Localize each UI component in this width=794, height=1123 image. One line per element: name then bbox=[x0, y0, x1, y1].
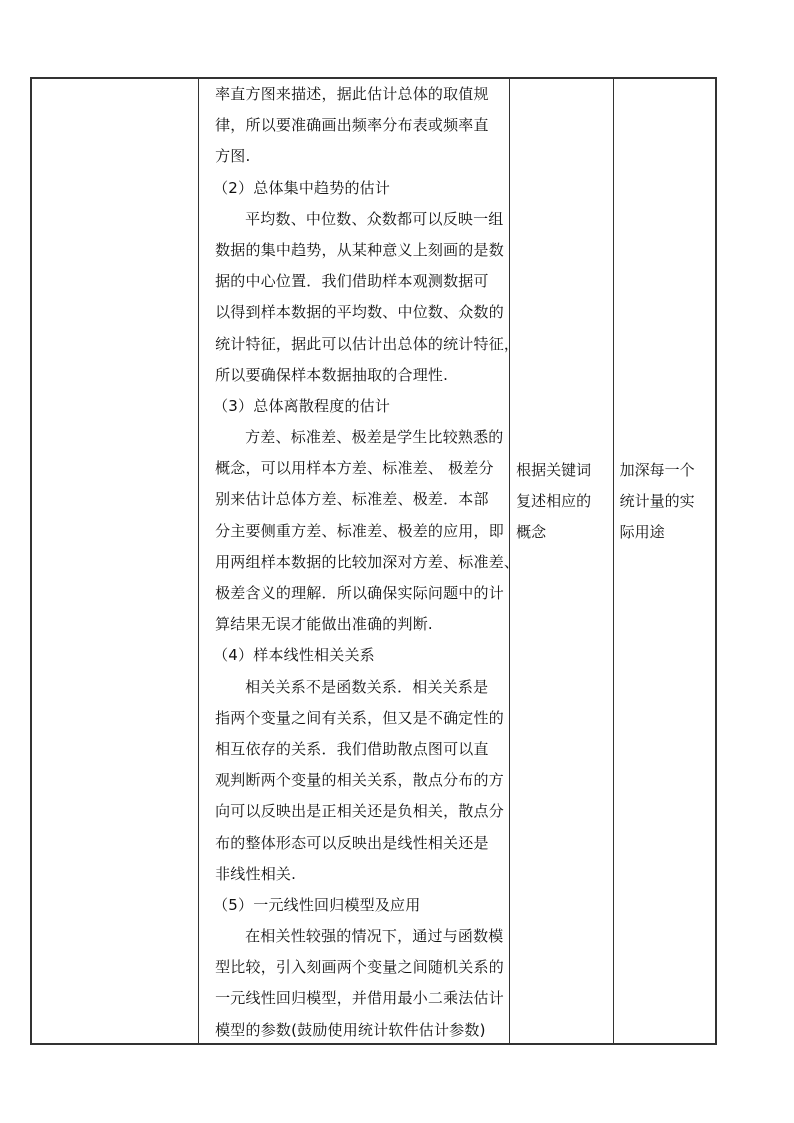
paragraph-line: 以得到样本数据的平均数、中位数、众数的 bbox=[215, 303, 504, 322]
col3-line: 概念 bbox=[516, 523, 547, 542]
paragraph-line: 统计特征，据此可以估计出总体的统计特征， bbox=[215, 334, 520, 353]
paragraph-line: 方差、标准差、极差是学生比较熟悉的 bbox=[245, 428, 504, 447]
paragraph-line: 观判断两个变量的相关关系，散点分布的方 bbox=[215, 771, 504, 790]
paragraph-line: 方图. bbox=[215, 147, 251, 166]
paragraph-line: 模型的参数(鼓励使用统计软件估计参数) bbox=[215, 1020, 486, 1039]
paragraph-line: 所以要确保样本数据抽取的合理性. bbox=[215, 365, 449, 384]
paragraph-line: 用两组样本数据的比较加深对方差、标准差、 bbox=[215, 552, 520, 571]
table-column-student-activity bbox=[510, 79, 613, 1043]
paragraph-line: 向可以反映出是正相关还是负相关，散点分 bbox=[215, 802, 504, 821]
paragraph-line: 相互依存的关系．我们借助散点图可以直 bbox=[215, 739, 489, 758]
paragraph-line: 指两个变量之间有关系，但又是不确定性的 bbox=[215, 708, 504, 727]
paragraph-line: 律，所以要准确画出频率分布表或频率直 bbox=[215, 116, 489, 135]
content-text bbox=[207, 79, 520, 1046]
paragraph-line: 据的中心位置．我们借助样本观测数据可 bbox=[215, 272, 489, 291]
paragraph-line: 相关关系不是函数关系．相关关系是 bbox=[245, 677, 489, 696]
section-heading: （2）总体集中趋势的估计 bbox=[213, 178, 391, 197]
table-column-content bbox=[199, 79, 520, 1043]
paragraph-line: 别来估计总体方差、标准差、极差．本部 bbox=[215, 490, 489, 509]
design-intent-text bbox=[620, 455, 695, 549]
paragraph-line: 极差含义的理解．所以确保实际问题中的计 bbox=[215, 584, 504, 602]
lesson-table bbox=[30, 77, 717, 1045]
col4-line: 加深每一个 bbox=[619, 461, 695, 479]
paragraph-line: 一元线性回归模型，并借用最小二乘法估计 bbox=[215, 989, 504, 1008]
section-heading: （3）总体离散程度的估计 bbox=[213, 396, 391, 415]
paragraph-line: 非线性相关. bbox=[215, 864, 297, 883]
section-heading: （4）样本线性相关关系 bbox=[213, 646, 375, 665]
paragraph-line: 平均数、中位数、众数都可以反映一组 bbox=[245, 209, 504, 228]
paragraph-line: 算结果无误才能做出准确的判断. bbox=[215, 615, 433, 634]
table-column-blank bbox=[32, 79, 199, 1043]
paragraph-line: 概念，可以用样本方差、标准差、 极差分 bbox=[215, 459, 494, 478]
paragraph-line: 在相关性较强的情况下，通过与函数模 bbox=[245, 927, 504, 946]
paragraph-line: 数据的集中趋势，从某种意义上刻画的是数 bbox=[215, 240, 504, 259]
section-heading: （5）一元线性回归模型及应用 bbox=[213, 895, 421, 914]
paragraph-line: 型比较，引入刻画两个变量之间随机关系的 bbox=[215, 958, 504, 977]
paragraph-line: 分主要侧重方差、标准差、极差的应用，即 bbox=[215, 521, 504, 540]
table-column-design-intent bbox=[614, 79, 715, 1043]
col4-line: 际用途 bbox=[619, 523, 665, 542]
student-activity-text bbox=[516, 455, 591, 549]
col3-line: 根据关键词 bbox=[516, 461, 592, 479]
paragraph-line: 布的整体形态可以反映出是线性相关还是 bbox=[215, 833, 489, 852]
paragraph-line: 率直方图来描述，据此估计总体的取值规 bbox=[215, 85, 489, 103]
col3-line: 复述相应的 bbox=[516, 492, 592, 511]
col4-line: 统计量的实 bbox=[619, 492, 695, 511]
